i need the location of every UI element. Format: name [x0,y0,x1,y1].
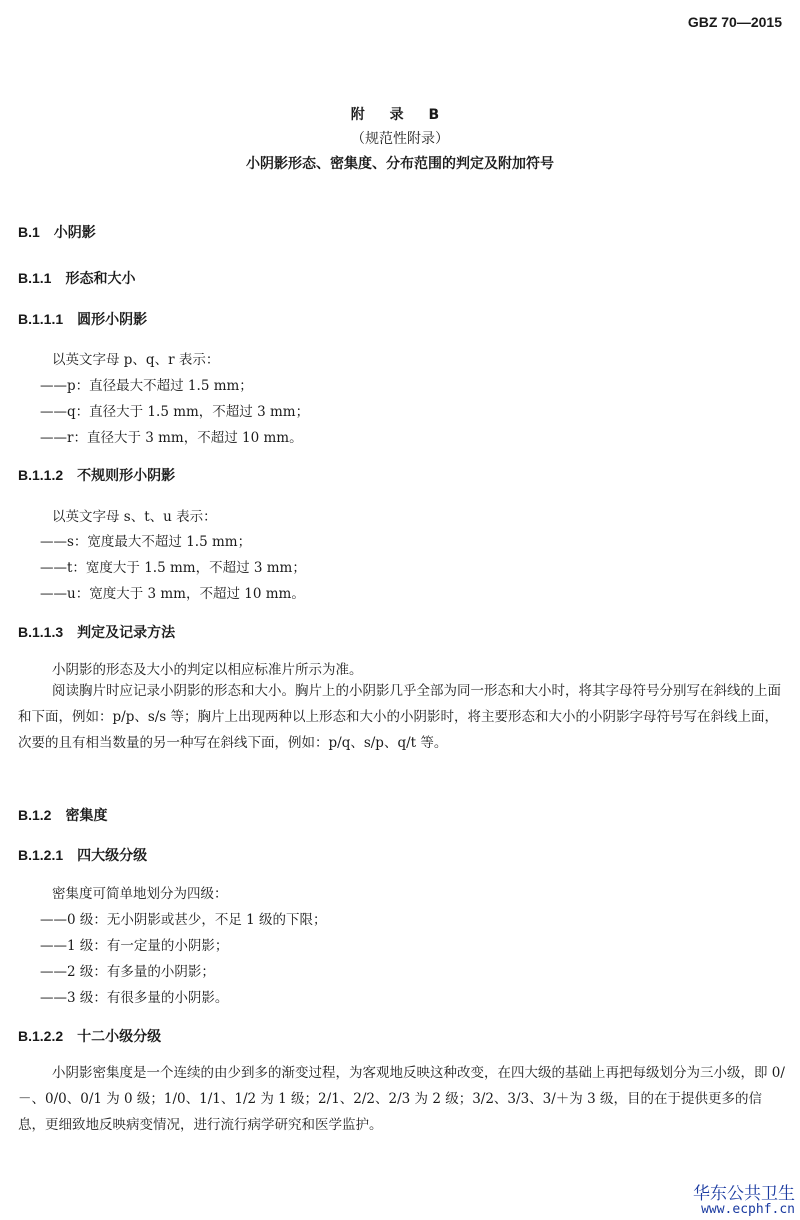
heading-b1-1 [18,268,135,288]
heading-number: B.1.2.1 [18,847,64,863]
heading-b1-1-3 [18,622,175,642]
appendix-type: （规范性附录） [351,131,449,147]
heading-number: B.1.1 [18,270,52,286]
list-item: ——q：直径大于 1.5 mm，不超过 3 mm； [40,404,310,420]
list-item: ——2 级：有多量的小阴影； [40,964,215,980]
heading-number: B.1.1.1 [18,311,64,327]
intro-line: 以英文字母 p、q、r 表示： [52,352,220,368]
heading-b1-1-2 [18,465,175,485]
heading-title: 十二小级分级 [77,1029,162,1045]
appendix-title: 小阴影形态、密集度、分布范围的判定及附加符号 [246,156,554,172]
heading-number: B.1.2 [18,807,52,823]
heading-number: B.1 [18,224,40,240]
heading-b1-2-1 [18,845,147,865]
list-item: ——3 级：有很多量的小阴影。 [40,990,229,1006]
list-item: ——r：直径大于 3 mm，不超过 10 mm。 [40,430,303,446]
heading-number: B.1.1.2 [18,467,64,483]
heading-title: 四大级分级 [77,848,148,864]
paragraph: 阅读胸片时应记录小阴影的形态和大小。胸片上的小阴影几乎全部为同一形态和大小时，将其字母符号分别写在斜线的上面和下面，例如：p/p、s/s 等；胸片上出现两种以上形态和大小的小阴影时，将主要形态和大小的小阴影字母符号写在斜线上面，次要的且有相当数量的另一种写在斜线下面，例如：p/q、s/p、q/t 等。 [18,683,781,751]
intro-line: 密集度可简单地划分为四级： [52,886,228,902]
standard-number: GBZ 70—2015 [687,14,782,30]
heading-title: 不规则形小阴影 [77,468,176,484]
heading-b1-2-2 [18,1026,161,1046]
list-item: ——s：宽度最大不超过 1.5 mm； [40,534,252,550]
list-item: ——p：直径最大不超过 1.5 mm； [40,378,253,394]
appendix-label: 附 录 B [350,107,450,123]
heading-title: 圆形小阴影 [77,312,148,328]
heading-number: B.1.1.3 [18,624,64,640]
heading-title: 形态和大小 [65,271,136,287]
paragraph: 小阴影密集度是一个连续的由少到多的渐变过程，为客观地反映这种改变，在四大级的基础上再把每级划分为三小级，即 0/－、0/0、0/1 为 0 级；1/0、1/1、1/2 为 1 级；2/1、2/2、2/3 为 2 级；3/2、3/3、3/＋为 3 级，目的在于提供更多的信息，更细致地反映病变情况，进行流行病学研究和医学监护。 [18,1065,785,1133]
intro-line: 以英文字母 s、t、u 表示： [52,509,217,525]
heading-title: 判定及记录方法 [77,625,176,641]
watermark-url[interactable]: www.ecphf.cn [701,1202,795,1217]
heading-title: 密集度 [65,808,108,824]
list-item: ——0 级：无小阴影或甚少，不足 1 级的下限； [40,912,327,928]
paragraph: 小阴影的形态及大小的判定以相应标准片所示为准。 [52,662,363,678]
list-item: ——u：宽度大于 3 mm，不超过 10 mm。 [40,586,305,602]
list-item: ——t：宽度大于 1.5 mm，不超过 3 mm； [40,560,306,576]
heading-b1 [18,222,96,242]
heading-title: 小阴影 [53,225,96,241]
heading-number: B.1.2.2 [18,1028,64,1044]
list-item: ——1 级：有一定量的小阴影； [40,938,229,954]
heading-b1-1-1 [18,309,147,329]
heading-b1-2 [18,805,107,825]
watermark-name: 华东公共卫生 [693,1184,795,1204]
